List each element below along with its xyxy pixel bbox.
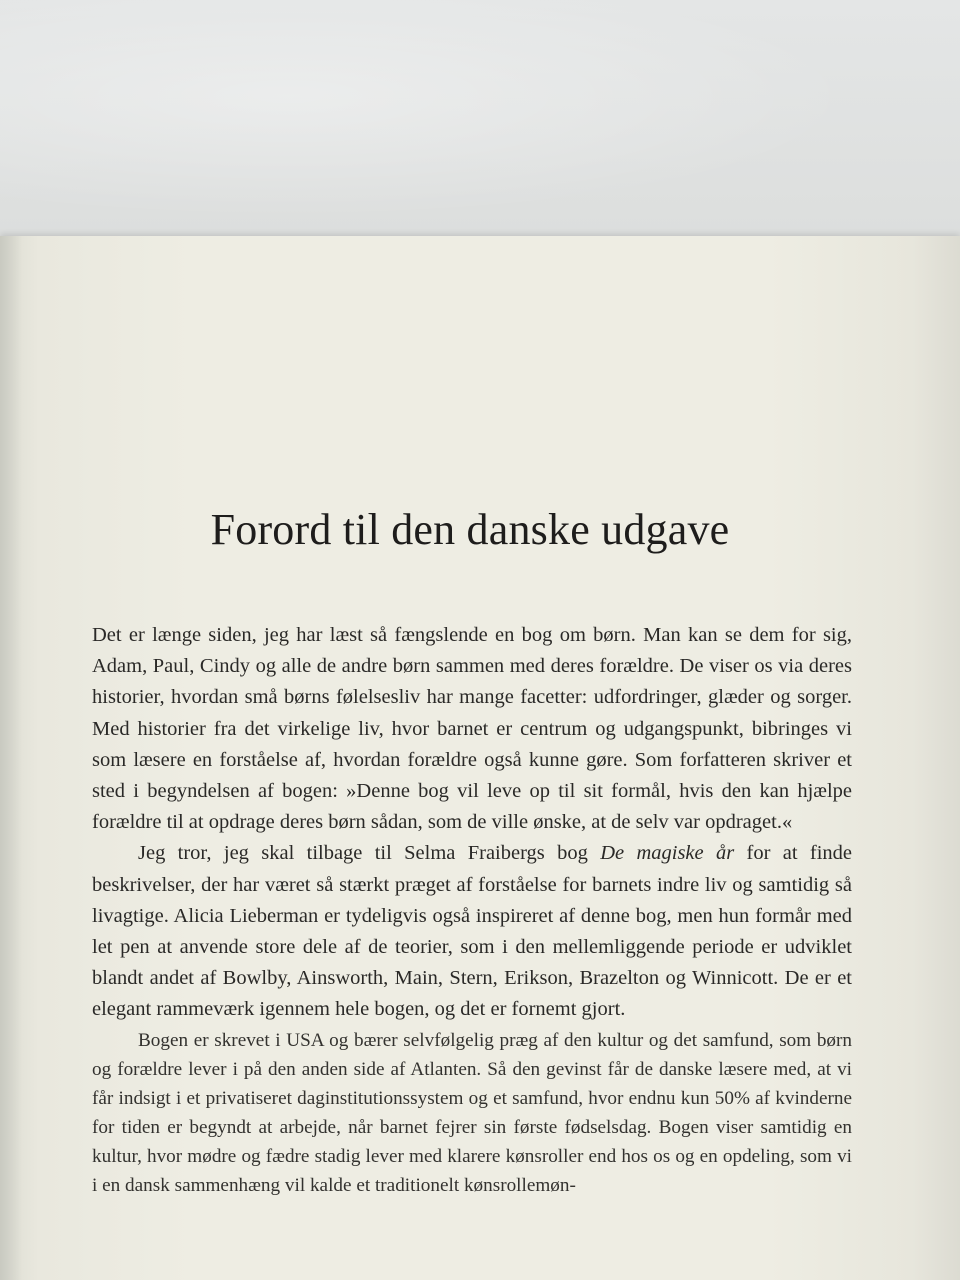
paragraph-2-start: Jeg tror, jeg skal tilbage til Selma Fraibergs bog [138,842,601,865]
body-text [92,620,852,1200]
book-title-italic: De magiske år [600,842,735,865]
paragraph-3: Bogen er skrevet i USA og bærer selvfølgelig præg af den kultur og det samfund, som børn og forældre lever i på den anden side af Atlanten. Så den gevinst får de danske læsere med, at vi får indsigt i et privatiseret daginstitutionssystem og et samfund, hvor endnu kun 50% af kvinderne for tiden er begyndt at arbejde, når barnet fejrer sin første fødselsdag. Bogen viser samtidig en kultur, hvor mødre og fædre stadig lever med klarere kønsroller end hos os og en opdeling, som vi i en dansk sammenhæng vil kalde et traditionelt kønsrollemøn- [92,1029,852,1196]
paragraph-2 [92,838,852,1025]
wall-background [0,0,960,240]
paragraph-1: Det er længe siden, jeg har læst så fængslende en bog om børn. Man kan se dem for sig, Adam, Paul, Cindy og alle de andre børn sammen med deres forældre. De viser os via deres historier, hvordan små børns følelsesliv har mange facetter: udfordringer, glæder og sorger. Med historier fra det virkelige liv, hvor barnet er centrum og udgangspunkt, bibringes vi som læsere en forståelse af, hvordan forældre også kunne gøre. Som forfatteren skriver et sted i begyndelsen af bogen: »Denne bog vil leve op til sit formål, hvis den kan hjælpe forældre til at opdrage deres børn sådan, som de ville ønske, at de selv var opdraget.« [92,624,852,834]
page-title: Forord til den danske udgave [210,505,730,554]
page-edge-shadow [0,236,22,1280]
paragraph-2-rest: for at finde beskrivelser, der har været så stærkt præget af forståelse for barnets indre liv og samtidig så livagtige. Alicia Lieberman er tydeligvis også inspireret af denne bog, men hun formår med let pen at anvende store dele af de teorier, som i den mellemliggende periode er udviklet blandt andet af Bowlby, Ainsworth, Main, Stern, Erikson, Brazelton og Winnicott. De er et elegant rammeværk igennem hele bogen, og det er fornemt gjort. [92,842,853,1021]
